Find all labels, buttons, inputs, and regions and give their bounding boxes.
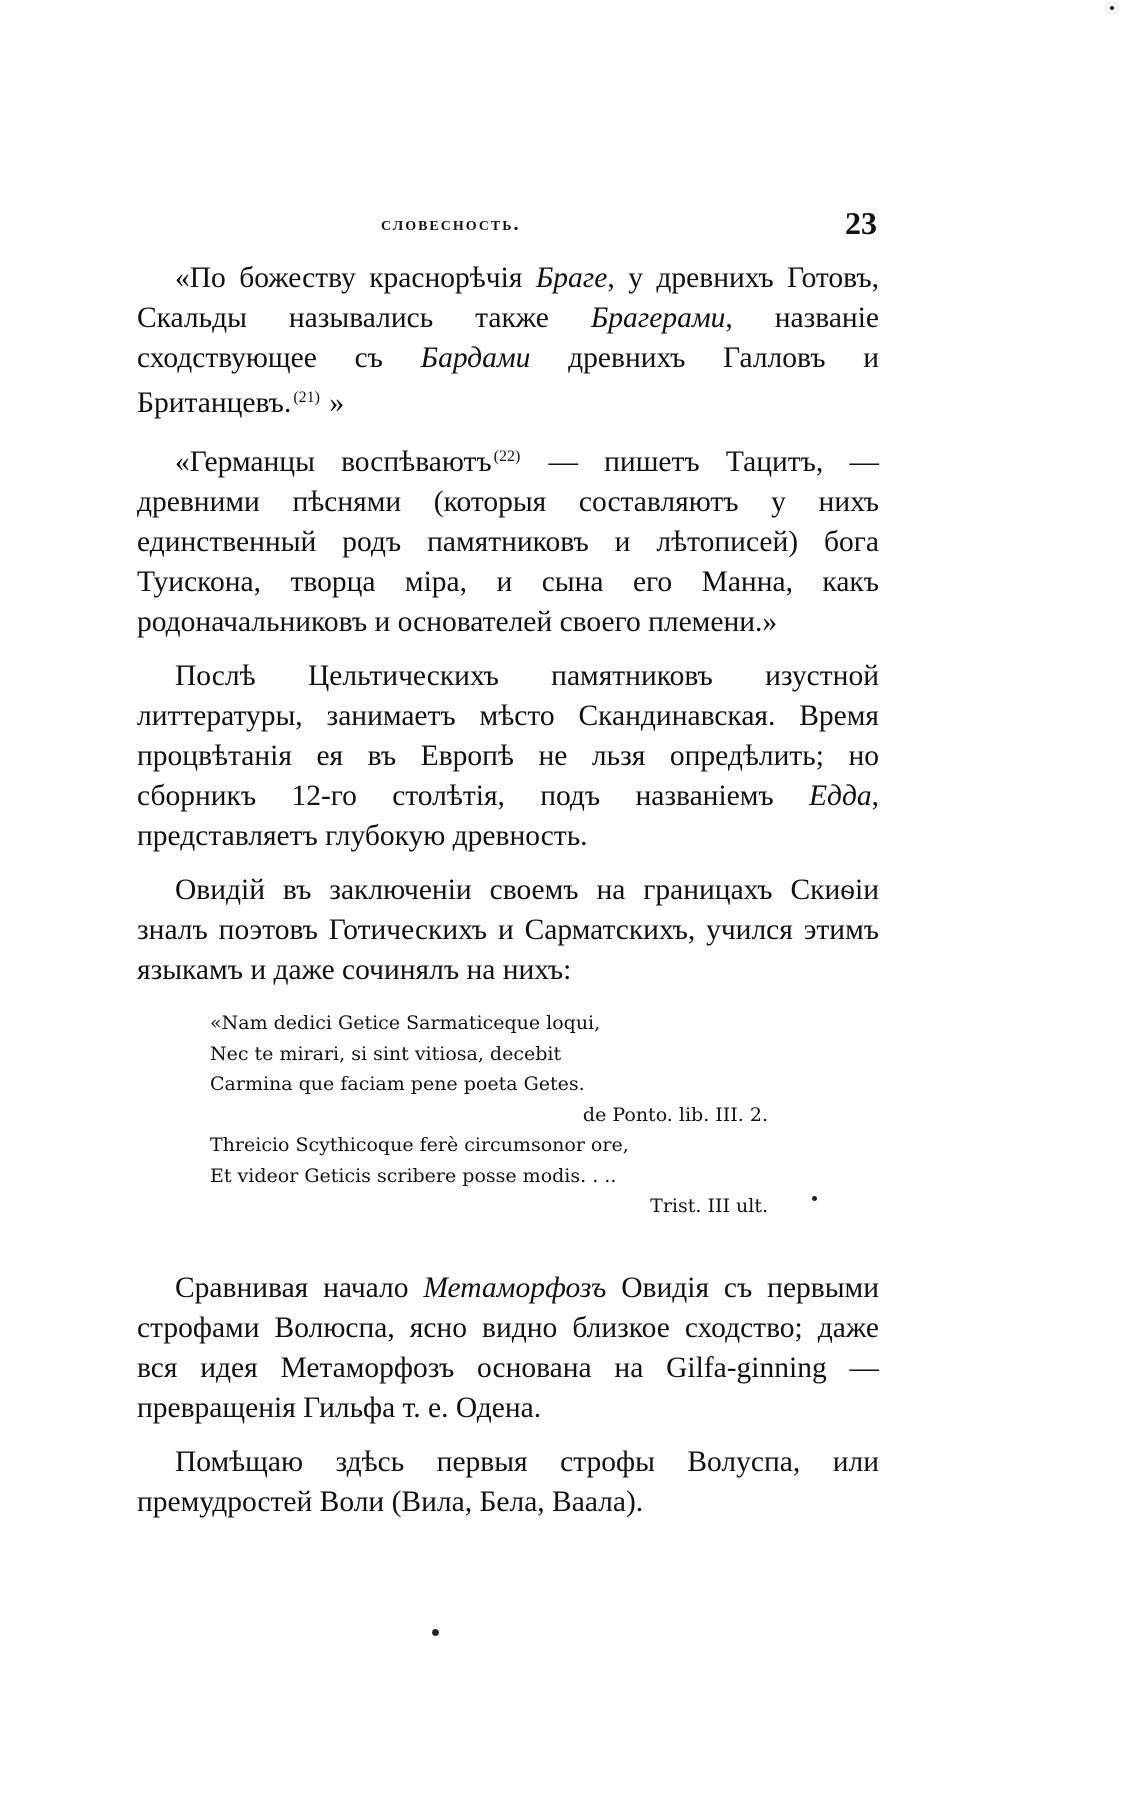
page-header bbox=[137, 205, 887, 245]
paragraph-tacitus bbox=[137, 437, 879, 642]
print-speck bbox=[1110, 6, 1114, 10]
paragraph-ovid: Овидій въ заключеніи своемъ на границахъ Скиѳіи зналъ поэтовъ Готическихъ и Сарматскихъ, учился этимъ языкамъ и даже сочинялъ на нихъ: bbox=[137, 874, 879, 986]
text-run: » bbox=[321, 387, 345, 419]
print-speck bbox=[432, 1629, 439, 1636]
running-title: словесность. bbox=[381, 213, 521, 235]
footnote-ref: (21) bbox=[293, 389, 320, 406]
text-run: Сравнивая начало bbox=[175, 1272, 424, 1304]
footnote-ref: (22) bbox=[493, 448, 521, 465]
verse-line: Carmina que faciam pene poeta Getes. bbox=[210, 1073, 585, 1095]
italic-term: Браге bbox=[535, 262, 608, 294]
verse-line: Nec te mirari, si sint vitiosa, decebit bbox=[210, 1042, 562, 1065]
verse-line: Et videor Geticis scribere posse modis. . .. bbox=[210, 1164, 617, 1187]
italic-term: Едда bbox=[809, 780, 872, 812]
text-run: — пишетъ Тацитъ, — древними пѣснями (которыя составляютъ у нихъ единственный родъ памятниковъ и лѣтописей) бога Туискона, творца міра, и сына его Манна, какъ родоначальниковъ и основателей своего племени.» bbox=[137, 446, 879, 638]
print-speck bbox=[812, 1196, 817, 1201]
paragraph-metamorphoses bbox=[137, 1268, 879, 1428]
paragraph-brage bbox=[137, 258, 879, 423]
quote-source: Trist. III ult. bbox=[650, 1195, 768, 1217]
italic-term: Метаморфозъ bbox=[423, 1272, 607, 1304]
text-run: , у древнихъ Готовъ, Скальды назывались также bbox=[137, 262, 880, 334]
main-text bbox=[137, 258, 879, 1004]
main-text-continued bbox=[137, 1268, 879, 1536]
paragraph-scandinavian bbox=[137, 656, 879, 856]
text-run: Овидія съ первыми строфами Волюспа, ясно видно близкое сходство; даже вся идея Метаморфозъ основана на Gilfa-ginning — превращенія Гильфа т. е. Одена. bbox=[137, 1272, 879, 1424]
page-number: 23 bbox=[845, 205, 877, 241]
text-run: , представляетъ глубокую древность. bbox=[137, 780, 879, 852]
latin-quotation bbox=[210, 1008, 790, 1222]
quote-source: de Ponto. lib. III. 2. bbox=[582, 1103, 768, 1126]
text-run: Послѣ Цельтическихъ памятниковъ изустной литтературы, занимаетъ мѣсто Скандинавская. Время процвѣтанія ея въ Европѣ не льзя опредѣлить; но сборникъ 12-го столѣтія, подъ названіемъ bbox=[137, 660, 879, 812]
text-run: древнихъ Галловъ и Британцевъ. bbox=[137, 342, 879, 419]
verse-line: «Nam dedici Getice Sarmaticeque loqui, bbox=[210, 1012, 601, 1034]
verse-line: Threicio Scythicoque ferè circumsonor ore, bbox=[210, 1134, 629, 1156]
italic-term: Брагерами bbox=[590, 302, 726, 334]
text-run: «Германцы воспѣваютъ bbox=[175, 446, 492, 478]
italic-term: Бардами bbox=[420, 342, 531, 374]
text-run: , названіе сходствующее съ bbox=[137, 302, 879, 374]
paragraph-voluspa: Помѣщаю здѣсь первыя строфы Волуспа, или премудростей Воли (Вила, Бела, Ваала). bbox=[137, 1446, 879, 1518]
text-run: «По божеству краснорѣчія bbox=[175, 262, 536, 294]
